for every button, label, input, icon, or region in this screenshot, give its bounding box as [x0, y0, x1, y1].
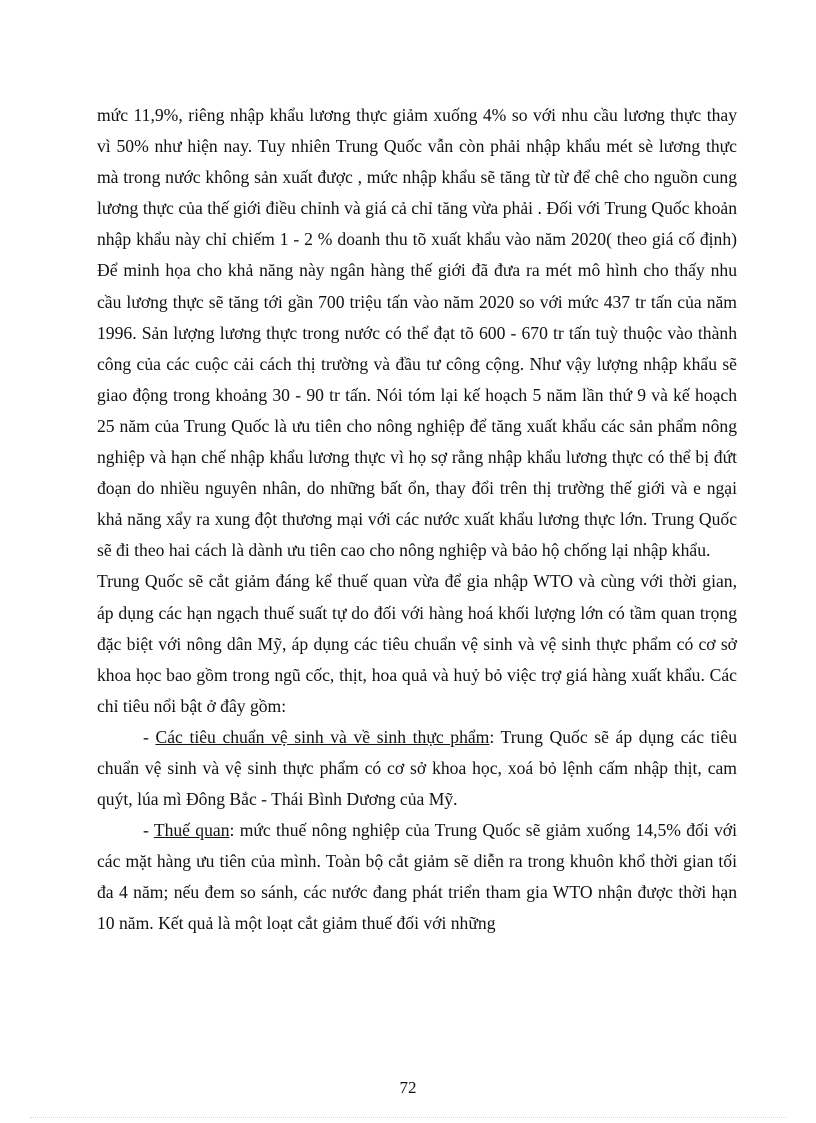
paragraph-2: Trung Quốc sẽ cắt giảm đáng kể thuế quan vừa để gia nhập WTO và cùng với thời gian, áp dụng các hạn ngạch thuế suất tự do đối với hàng hoá khối lượng lớn có tầm quan trọng đặc biệt với nông dân Mỹ, áp dụng các tiêu chuẩn vệ sinh và vệ sinh thực phẩm có cơ sở khoa học bao gồm trong ngũ cốc, thịt, hoa quả và huỷ bỏ việc trợ giá hàng xuất khẩu. Các chỉ tiêu nổi bật ở đây gồm:	[97, 571, 737, 716]
item-text-hygiene-standards: : Trung Quốc sẽ áp dụng các tiêu chuẩn vệ sinh và vệ sinh thực phẩm có cơ sở khoa học, xoá bỏ lệnh cấm nhập thịt, cam quýt, lúa mì Đông Bắc - Thái Bình Dương của Mỹ.	[97, 726, 738, 810]
list-item-hygiene-standards	[97, 722, 737, 815]
list-dash: -	[143, 820, 154, 841]
page-body	[97, 100, 737, 940]
item-text-tariffs: : mức thuế nông nghiệp của Trung Quốc sẽ giảm xuống 14,5% đối với các mặt hàng ưu tiên của mình. Toàn bộ cắt giảm sẽ diễn ra trong khuôn khổ thời gian tối đa 4 năm; nếu đem so sánh, các nước đang phát triển tham gia WTO nhận được thời hạn 10 năm. Kết quả là một loạt cắt giảm thuế đối với những	[97, 820, 737, 934]
item-heading-tariffs: Thuế quan	[153, 820, 230, 841]
paragraph-1: mức 11,9%, riêng nhập khẩu lương thực giảm xuống 4% so với nhu cầu lương thực thay vì 50% như hiện nay. Tuy nhiên Trung Quốc vẫn còn phải nhập khẩu mét sè lương thực mà trong nước không sản xuất được , mức nhập khẩu sẽ tăng từ từ để chê cho nguồn cung lương thực của thế giới điều chỉnh và giá cả chỉ tăng vừa phải . Đối với Trung Quốc khoản nhập khẩu này chỉ chiếm 1 - 2 % doanh thu tõ xuất khẩu vào năm 2020( theo giá cố định) Để minh họa cho khả năng này ngân hàng thế giới đã đưa ra mét mô hình cho thấy nhu cầu lương thực sẽ tăng tới gần 700 triệu tấn vào năm 2020 so với mức 437 tr tấn của năm 1996. Sản lượng lương thực trong nước có thể đạt tõ 600 - 670 tr tấn tuỳ thuộc vào thành công của các cuộc cải cách thị trường và đầu tư công cộng. Như vậy lượng nhập khẩu sẽ giao động trong khoảng 30 - 90 tr tấn. Nói tóm lại kế hoạch 5 năm lần thứ 9 và kế hoạch 25 năm của Trung Quốc là ưu tiên cho nông nghiệp để tăng xuất khẩu các sản phẩm nông nghiệp và hạn chế nhập khẩu lương thực vì họ sợ rằng nhập khẩu lương thực có thể bị đứt đoạn do nhiều nguyên nhân, do những bất ổn, thay đổi trên thị trường thế giới và e ngại khả năng xẩy ra xung đột thương mại với các nước xuất khẩu lương thực lớn. Trung Quốc sẽ đi theo hai cách là dành ưu tiên cao cho nông nghiệp và bảo hộ chống lại nhập khẩu.	[97, 105, 737, 561]
item-heading-hygiene-standards: Các tiêu chuẩn vệ sinh và về sinh thực phẩm	[155, 726, 490, 747]
list-item-tariffs	[97, 815, 737, 939]
page-number: 72	[399, 1078, 417, 1097]
list-dash: -	[143, 726, 156, 747]
page-bottom-divider	[30, 1117, 786, 1118]
